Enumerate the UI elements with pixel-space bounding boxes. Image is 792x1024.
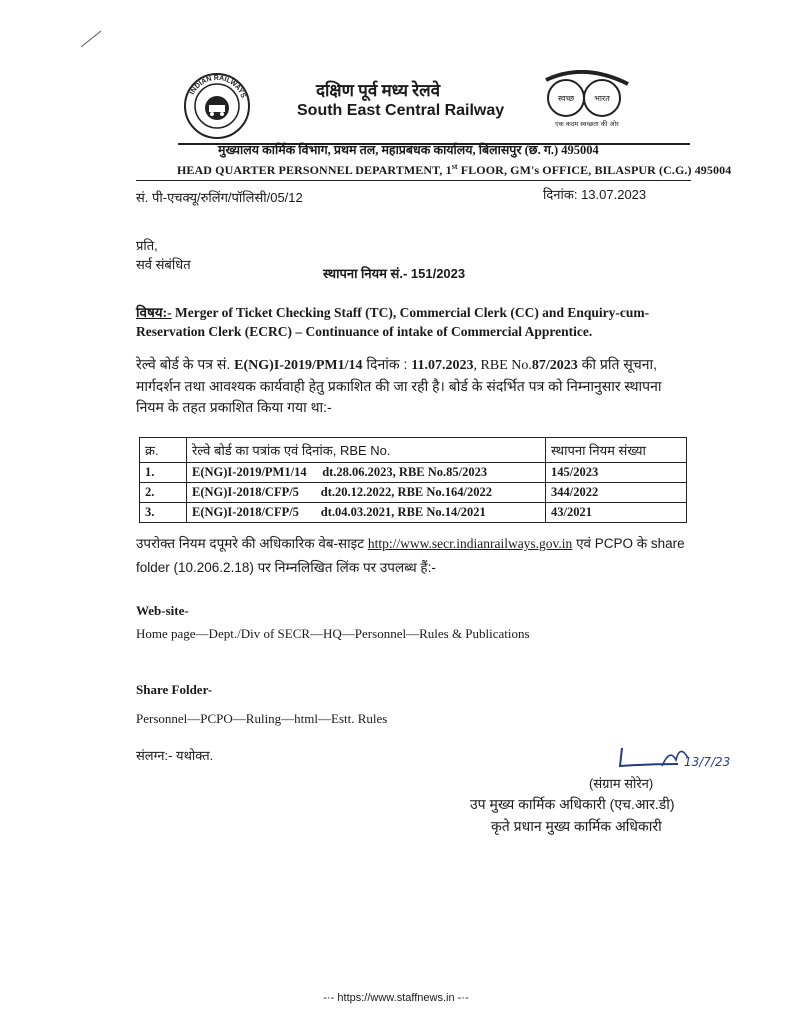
org-name-english: South East Central Railway [297, 102, 505, 119]
table-cell-reference: E(NG)I-2019/PM1/14 dt.28.06.2023, RBE No.85/2023 [187, 463, 546, 483]
reference-table [139, 437, 687, 523]
establishment-rule-title: स्थापना नियम सं.- 151/2023 [323, 266, 466, 281]
logo-word-swachh: स्वच्छ [557, 94, 575, 103]
share-folder-heading: Share Folder- [136, 682, 213, 697]
addressee-line-2: सर्व संबंधित [136, 257, 191, 272]
address-english: HEAD QUARTER PERSONNEL DEPARTMENT, 1st FLOOR, GM's OFFICE, BILASPUR (C.G.) 495004 [177, 162, 732, 177]
table-cell-estt-no: 145/2023 [546, 463, 687, 483]
signatory-designation: उप मुख्य कार्मिक अधिकारी (एच.आर.डी) [470, 796, 675, 812]
table-cell-sn: 3. [140, 503, 187, 523]
indian-railways-logo-icon [183, 72, 251, 140]
share-folder-path: Personnel—PCPO—Ruling—html—Estt. Rules [136, 711, 388, 726]
signatory-on-behalf: कृते प्रधान मुख्य कार्मिक अधिकारी [491, 818, 662, 834]
logo-tagline: एक कदम स्वच्छता की ओर [555, 120, 619, 128]
table-cell-reference: E(NG)I-2018/CFP/5 dt.20.12.2022, RBE No.164/2022 [187, 483, 546, 503]
subject-text: Merger of Ticket Checking Staff (TC), Commercial Clerk (CC) and Enquiry-cum-Reservation Clerk (ECRC) – Continuance of intake of Commercial Apprentice. [136, 305, 650, 339]
table-cell-reference: E(NG)I-2018/CFP/5 dt.04.03.2021, RBE No.14/2021 [187, 503, 546, 523]
address-hindi: मुख्यालय कार्मिक विभाग, प्रथम तल, महाप्रबंधक कार्यालय, बिलासपुर (छ. ग.) 495004 [218, 143, 599, 157]
table-row [140, 483, 687, 503]
letter-date: दिनांक: 13.07.2023 [543, 187, 647, 202]
footer-website: -·- https://www.staffnews.in -·- [323, 992, 469, 1004]
subject-label: विषय:- [136, 305, 172, 320]
table-cell-sn: 1. [140, 463, 187, 483]
body-paragraph-2: उपरोक्त नियम दपूमरे की अधिकारिक वेब-साइट http://www.secr.indianrailways.gov.in एवं PCPO के share folder (10.206.2.18) पर निम्नलिखित लिंक पर उपलब्ध हैं:- [136, 536, 685, 575]
logo-word-bharat: भारत [594, 94, 610, 103]
table-header-reference: रेल्वे बोर्ड का पत्रांक एवं दिनांक, RBE No. [187, 438, 546, 463]
table-row [140, 503, 687, 523]
swachh-bharat-logo-icon [526, 70, 648, 132]
table-cell-sn: 2. [140, 483, 187, 503]
table-cell-estt-no: 344/2022 [546, 483, 687, 503]
table-header-sn: क्र. [140, 438, 187, 463]
subject [136, 303, 696, 341]
reference-number: सं. पी-एचक्यू/रुलिंग/पॉलिसी/05/12 [136, 190, 303, 205]
table-header-estt-no: स्थापना नियम संख्या [546, 438, 687, 463]
logo-ring-text: INDIAN RAILWAYS [188, 74, 247, 100]
pen-mark-decoration [80, 30, 102, 48]
header-rule-bottom [136, 180, 691, 181]
table-header-row [140, 438, 687, 463]
addressee-line-1: प्रति, [136, 238, 158, 253]
website-link[interactable]: http://www.secr.indianrailways.gov.in [367, 536, 573, 551]
table-cell-estt-no: 43/2021 [546, 503, 687, 523]
signatory-name: (संग्राम सोरेन) [589, 776, 654, 791]
org-name-hindi: दक्षिण पूर्व मध्य रेलवे [316, 81, 441, 100]
body-paragraph-1: रेल्वे बोर्ड के पत्र सं. E(NG)I-2019/PM1/14 दिनांक : 11.07.2023, RBE No.87/2023 की प्रति सूचना, मार्गदर्शन तथा आवश्यक कार्यवाही हेतु प्रकाशित की जा रही है। बोर्ड के संदर्भित पत्र को निम्नानुसार स्थापना नियम के तहत प्रकाशित किया गया था:- [136, 356, 662, 415]
signature-date-text: 13/7/23 [684, 755, 731, 769]
enclosure-note: संलग्न:- यथोक्त. [136, 748, 214, 763]
website-heading: Web-site- [136, 603, 189, 618]
table-row [140, 463, 687, 483]
website-path: Home page—Dept./Div of SECR—HQ—Personnel—Rules & Publications [136, 626, 530, 641]
